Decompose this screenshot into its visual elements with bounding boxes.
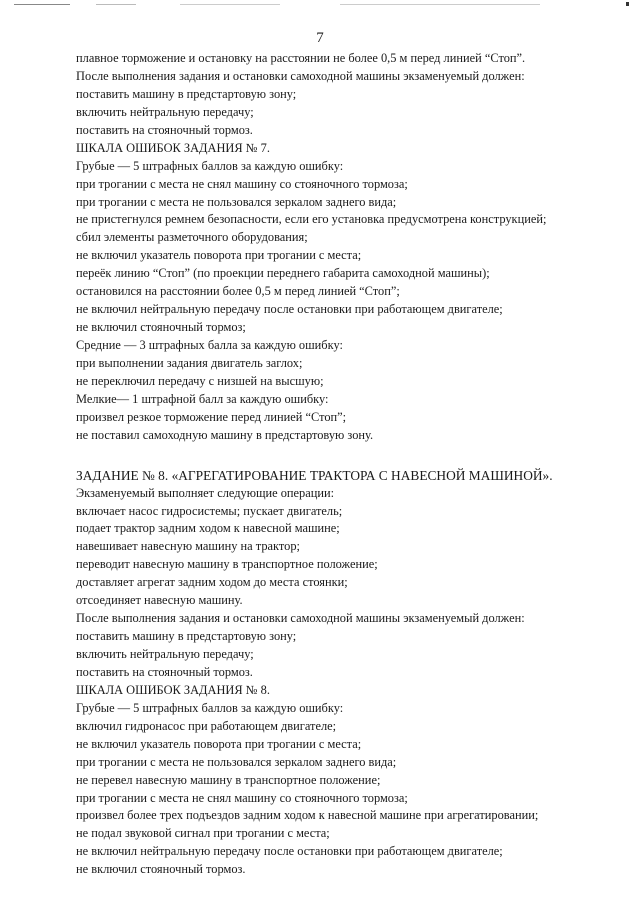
text-line: доставляет агрегат задним ходом до места стоянки; bbox=[76, 575, 348, 590]
text-line: при трогании с места не пользовался зеркалом заднего вида; bbox=[76, 194, 397, 209]
text-line: не включил стояночный тормоз; bbox=[76, 320, 246, 335]
text-line: сбил элементы разметочного оборудования; bbox=[76, 230, 308, 245]
text-line: включил гидронасос при работающем двигателе; bbox=[76, 718, 337, 733]
text-line: остановился на расстоянии более 0,5 м перед линией “Стоп”; bbox=[76, 284, 400, 299]
text-line: Мелкие— 1 штрафной балл за каждую ошибку: bbox=[76, 391, 329, 406]
text-line: включить нейтральную передачу; bbox=[76, 104, 254, 119]
text-line: включает насос гидросистемы; пускает двигатель; bbox=[76, 503, 343, 518]
scan-artifact-line bbox=[96, 4, 136, 5]
text-line: отсоединяет навесную машину. bbox=[76, 593, 243, 608]
text-line: при трогании с места не снял машину со стояночного тормоза; bbox=[76, 176, 408, 191]
text-line: плавное торможение и остановку на расстоянии не более 0,5 м перед линией “Стоп”. bbox=[76, 51, 526, 65]
text-line: произвел более трех подъездов задним ходом к навесной машине при агрегатировании; bbox=[76, 808, 539, 823]
text-line: Грубые — 5 штрафных баллов за каждую ошибку: bbox=[76, 158, 344, 173]
text-line: не включил нейтральную передачу после остановки при работающем двигателе; bbox=[76, 302, 503, 317]
text-line: поставить машину в предстартовую зону; bbox=[76, 629, 297, 644]
text-line: Грубые — 5 штрафных баллов за каждую ошибку: bbox=[76, 700, 344, 715]
text-line: ШКАЛА ОШИБОК ЗАДАНИЯ № 7. bbox=[76, 140, 270, 155]
text-line: не включил указатель поворота при трогании с места; bbox=[76, 248, 362, 263]
text-line: навешивает навесную машину на трактор; bbox=[76, 539, 300, 554]
text-line: при трогании с места не снял машину со стояночного тормоза; bbox=[76, 790, 408, 805]
scan-artifact-line bbox=[180, 4, 280, 5]
scan-artifact-mark bbox=[626, 2, 629, 6]
section-task-7 bbox=[76, 50, 632, 445]
text-line: не подал звуковой сигнал при трогании с места; bbox=[76, 826, 330, 841]
text-line: при выполнении задания двигатель заглох; bbox=[76, 355, 303, 370]
text-line: не перевел навесную машину в транспортное положение; bbox=[76, 772, 381, 787]
page-number: 7 bbox=[316, 30, 324, 46]
text-line: не включил стояночный тормоз. bbox=[76, 862, 246, 877]
text-line: не переключил передачу с низшей на высшую; bbox=[76, 373, 324, 388]
text-line: После выполнения задания и остановки самоходной машины экзаменуемый должен: bbox=[76, 68, 525, 83]
text-line: поставить на стояночный тормоз. bbox=[76, 122, 253, 137]
task-8-heading: ЗАДАНИЕ № 8. «АГРЕГАТИРОВАНИЕ ТРАКТОРА С НАВЕСНОЙ МАШИНОЙ». bbox=[76, 467, 553, 483]
text-line: После выполнения задания и остановки самоходной машины экзаменуемый должен: bbox=[76, 611, 525, 626]
section-gap bbox=[76, 445, 632, 467]
text-line: произвел резкое торможение перед линией “Стоп”; bbox=[76, 409, 347, 424]
scan-artifact-line bbox=[14, 4, 70, 5]
text-line: не пристегнулся ремнем безопасности, если его установка предусмотрена конструкцией; bbox=[76, 212, 547, 227]
text-line: Средние — 3 штрафных балла за каждую ошибку: bbox=[76, 338, 343, 352]
text-line: не поставил самоходную машину в предстартовую зону. bbox=[76, 427, 374, 442]
text-line: переводит навесную машину в транспортное положение; bbox=[76, 557, 378, 572]
text-line: подает трактор задним ходом к навесной машине; bbox=[76, 521, 340, 536]
text-line: ШКАЛА ОШИБОК ЗАДАНИЯ № 8. bbox=[76, 682, 270, 697]
document-body bbox=[76, 50, 632, 879]
text-line: включить нейтральную передачу; bbox=[76, 647, 254, 661]
text-line: переёк линию “Стоп” (по проекции переднего габарита самоходной машины); bbox=[76, 266, 490, 281]
text-line: поставить на стояночный тормоз. bbox=[76, 664, 253, 679]
text-line: при трогании с места не пользовался зеркалом заднего вида; bbox=[76, 754, 397, 769]
text-line: поставить машину в предстартовую зону; bbox=[76, 86, 297, 101]
text-line: не включил указатель поворота при трогании с места; bbox=[76, 736, 362, 751]
text-line: не включил нейтральную передачу после остановки при работающем двигателе; bbox=[76, 844, 503, 859]
scan-artifact-line bbox=[340, 4, 540, 5]
text-line: Экзаменуемый выполняет следующие операции: bbox=[76, 485, 335, 500]
section-task-8 bbox=[76, 485, 632, 880]
